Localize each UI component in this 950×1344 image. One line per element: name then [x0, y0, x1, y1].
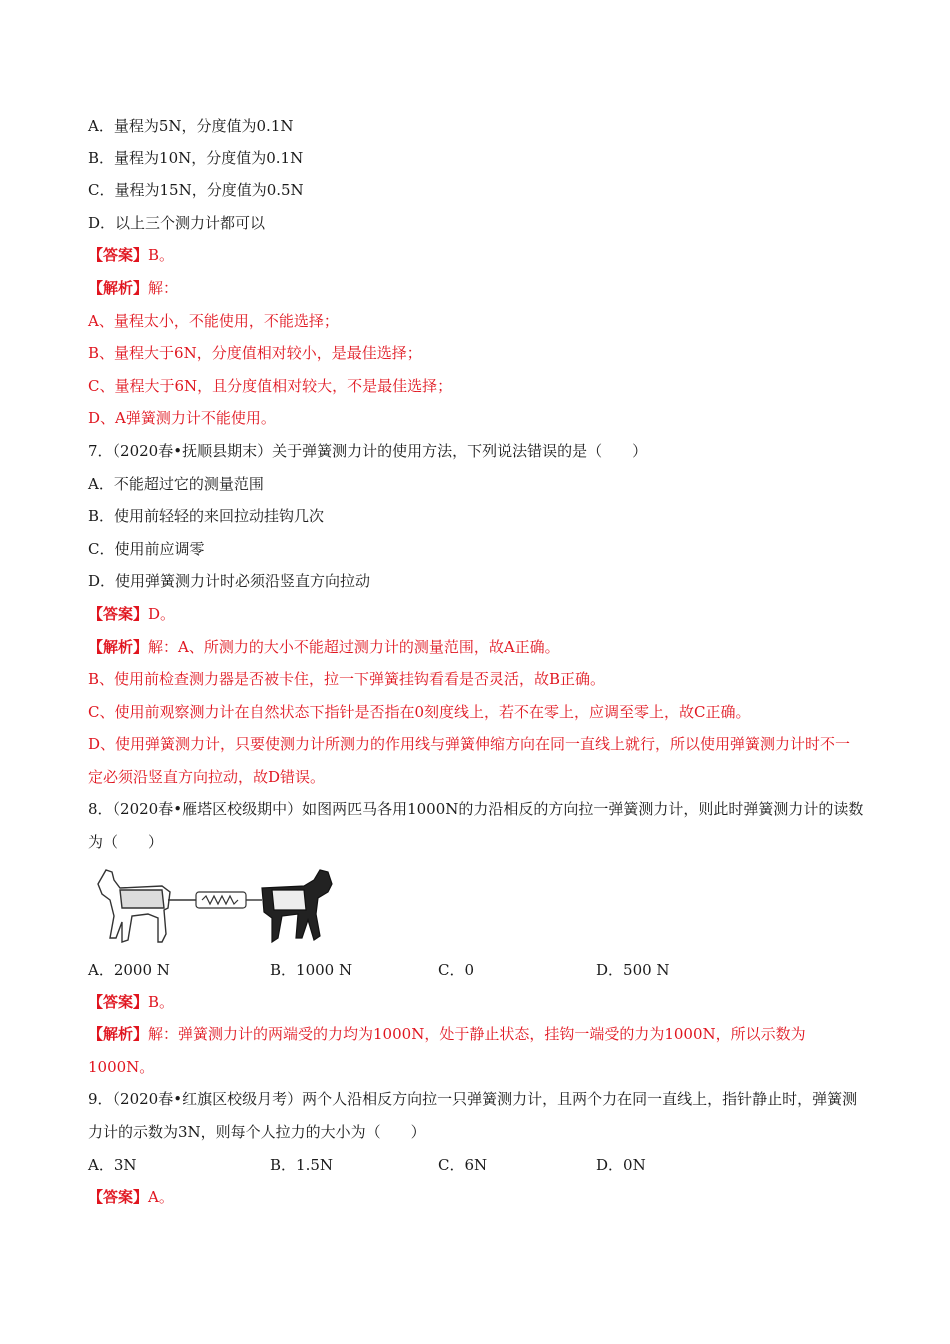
q9-stem: 9．（2020春•红旗区校级月考）两个人沿相反方向拉一只弹簧测力计，且两个力在同一直线上，指针静止时，弹簧测力计的示数为3N，则每个人拉力的大小为（ ）: [88, 1090, 858, 1141]
q6-analysis: [88, 278, 178, 298]
q6-option-a: A．量程为5N，分度值为0.1N: [88, 117, 294, 135]
q8-option-d: D．500 N: [596, 961, 670, 979]
q6-analysis-line-d: D、A弹簧测力计不能使用。: [88, 409, 276, 427]
answer-tag: 【答案】: [88, 605, 149, 623]
answer-tag: 【答案】: [88, 993, 149, 1011]
analysis-text: 解：A、所测力的大小不能超过测力计的测量范围，故A正确。: [148, 638, 560, 656]
answer-value: B。: [148, 246, 175, 264]
q6-analysis-line-c: C、量程大于6N，且分度值相对较大，不是最佳选择；: [88, 377, 453, 395]
q9-option-b: B．1.5N: [270, 1156, 334, 1174]
q7-option-a: A．不能超过它的测量范围: [88, 475, 264, 493]
q7-option-b: B．使用前轻轻的来回拉动挂钩几次: [88, 507, 325, 525]
q7-option-d: D．使用弹簧测力计时必须沿竖直方向拉动: [88, 572, 371, 590]
q6-answer: [88, 245, 174, 265]
q6-option-d: D．以上三个测力计都可以: [88, 214, 266, 232]
q8-answer: [88, 992, 174, 1012]
q7-analysis-line-b: B、使用前检查测力器是否被卡住，拉一下弹簧挂钩看看是否灵活，故B正确。: [88, 670, 606, 688]
analysis-text: 解：弹簧测力计的两端受的力均为1000N，处于静止状态，挂钩一端受的力为1000N，所以示数为1000N。: [88, 1025, 806, 1076]
q8-stem: 8．（2020春•雁塔区校级期中）如图两匹马各用1000N的力沿相反的方向拉一弹簧测力计，则此时弹簧测力计的读数为（ ）: [88, 800, 864, 851]
q6-option-c: C．量程为15N，分度值为0.5N: [88, 181, 304, 199]
analysis-tag: 【解析】: [88, 279, 149, 297]
q8-analysis: [88, 1018, 864, 1084]
answer-value: A。: [148, 1188, 174, 1206]
answer-tag: 【答案】: [88, 1188, 149, 1206]
q7-analysis: [88, 637, 560, 657]
answer-value: D。: [148, 605, 176, 623]
q6-option-b: B．量程为10N，分度值为0.1N: [88, 149, 304, 167]
answer-tag: 【答案】: [88, 246, 149, 264]
q7-analysis-line-c: C、使用前观察测力计在自然状态下指针是否指在0刻度线上，若不在零上，应调至零上，故C正确。: [88, 703, 751, 721]
q7-analysis-line-d: D、使用弹簧测力计，只要使测力计所测力的作用线与弹簧伸缩方向在同一直线上就行，所以使用弹簧测力计时不一定必须沿竖直方向拉动，故D错误。: [88, 735, 851, 786]
q7-answer: [88, 604, 175, 624]
q9-option-c: C．6N: [438, 1156, 488, 1174]
q7-option-c: C．使用前应调零: [88, 540, 205, 558]
q9-option-d: D．0N: [596, 1156, 646, 1174]
analysis-tag: 【解析】: [88, 638, 149, 656]
q8-option-c: C．0: [438, 961, 475, 979]
two-horses-spring-scale-figure: [92, 862, 336, 946]
analysis-lead: 解：: [148, 279, 179, 297]
q7-stem: 7．（2020春•抚顺县期末）关于弹簧测力计的使用方法，下列说法错误的是（ ）: [88, 442, 648, 460]
q6-analysis-line-b: B、量程大于6N，分度值相对较小，是最佳选择；: [88, 344, 422, 362]
analysis-tag: 【解析】: [88, 1025, 149, 1043]
q9-answer: [88, 1187, 174, 1207]
q9-option-a: A．3N: [88, 1156, 137, 1174]
q8-option-b: B．1000 N: [270, 961, 353, 979]
q6-analysis-line-a: A、量程太小，不能使用，不能选择；: [88, 312, 339, 330]
answer-value: B。: [148, 993, 175, 1011]
q8-option-a: A．2000 N: [88, 961, 170, 979]
